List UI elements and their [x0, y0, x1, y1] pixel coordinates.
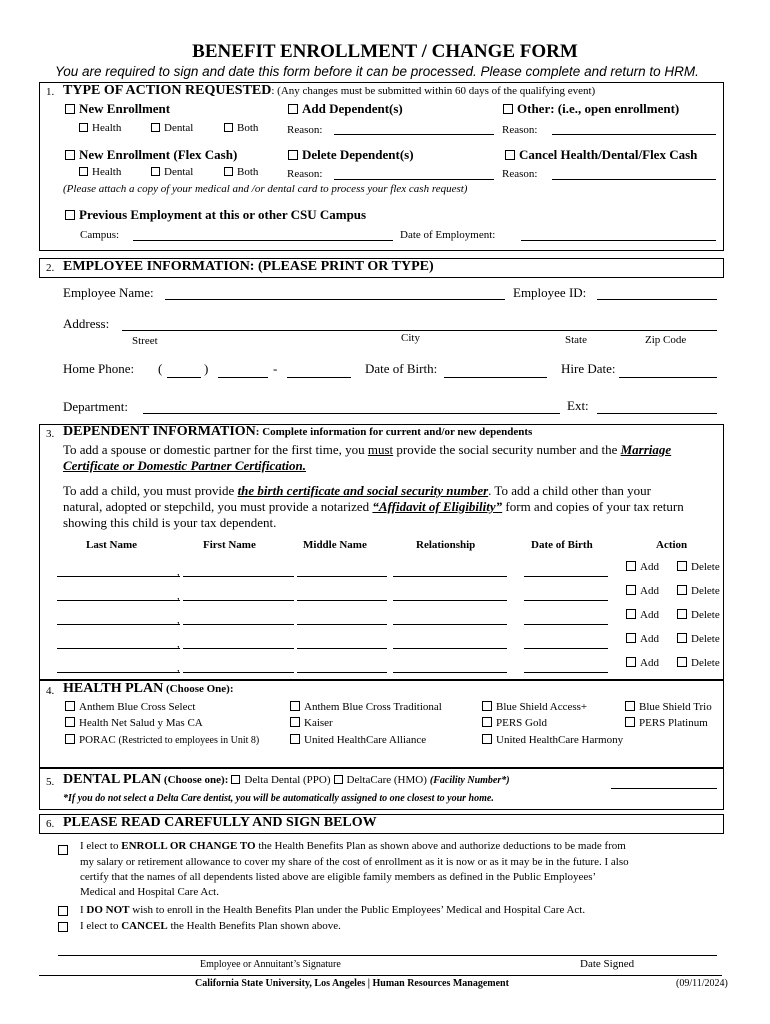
dep-delete-checkbox[interactable] — [677, 585, 687, 595]
plan-checkbox[interactable] — [625, 701, 635, 711]
health-checkbox[interactable] — [79, 123, 88, 132]
new-enrollment-checkbox[interactable] — [65, 104, 75, 114]
delete-dependent-label: Delete Dependent(s) — [302, 147, 414, 162]
signature-field[interactable] — [58, 955, 717, 956]
facility-number-label: (Facility Number*) — [429, 775, 510, 786]
plan-label: PORAC — [79, 734, 116, 746]
cancel-reason-label: Reason: — [502, 168, 538, 180]
dep-delete-label: Delete — [691, 633, 720, 645]
plan-anthem-traditional[interactable] — [290, 701, 442, 713]
flex-dental-checkbox[interactable] — [151, 167, 160, 176]
dental-checkbox[interactable] — [151, 123, 160, 132]
child-text-2: . To add a child other than your — [488, 483, 651, 498]
plan-checkbox[interactable] — [290, 734, 300, 744]
other-option[interactable] — [503, 101, 679, 117]
plan-checkbox[interactable] — [65, 701, 75, 711]
plan-label: Anthem Blue Cross Traditional — [304, 701, 442, 713]
dep-relationship-field[interactable] — [393, 648, 507, 649]
employee-name-field[interactable] — [165, 299, 505, 300]
deltacare-checkbox[interactable] — [334, 775, 343, 784]
dep-relationship-field[interactable] — [393, 672, 507, 673]
date-of-employment-label: Date of Employment: — [400, 229, 496, 241]
footer-organization: California State University, Los Angeles | Human Resources Management — [195, 978, 509, 989]
dep-add-label: Add — [640, 609, 659, 621]
dep-delete-option[interactable] — [677, 561, 720, 573]
dep-relationship-field[interactable] — [393, 600, 507, 601]
health-label: Health — [92, 122, 122, 134]
dep-delete-option[interactable] — [677, 633, 720, 645]
delta-ppo-label: Delta Dental (PPO) — [244, 774, 331, 786]
dep-comma: , — [177, 566, 180, 578]
plan-health-net[interactable] — [65, 717, 203, 729]
date-of-employment-field[interactable] — [521, 240, 716, 241]
cancel-emphasis: CANCEL — [121, 920, 168, 932]
section-3-title: DEPENDENT INFORMATION — [63, 424, 256, 439]
dental-note: *If you do not select a Delta Care dentist, you will be automatically assigned to one closest to your home. — [63, 793, 494, 804]
dep-add-option[interactable] — [626, 633, 659, 645]
dep-delete-checkbox[interactable] — [677, 657, 687, 667]
add-dependent-option[interactable] — [288, 101, 403, 117]
delta-ppo-option[interactable] — [231, 774, 330, 786]
previous-employment-label: Previous Employment at this or other CSU Campus — [79, 207, 367, 222]
plan-pers-gold[interactable] — [482, 717, 547, 729]
dep-relationship-field[interactable] — [393, 624, 507, 625]
other-reason-field[interactable] — [552, 134, 716, 135]
dep-delete-checkbox[interactable] — [677, 609, 687, 619]
address-label: Address: — [63, 316, 110, 331]
previous-employment-checkbox[interactable] — [65, 210, 75, 220]
section-3-heading — [63, 424, 532, 440]
enroll-checkbox[interactable] — [58, 843, 68, 858]
dep-dob-field[interactable] — [524, 648, 608, 649]
dep-delete-label: Delete — [691, 585, 720, 597]
employee-id-label: Employee ID: — [513, 285, 587, 300]
phone-paren-open: ( — [158, 361, 163, 376]
dep-add-checkbox[interactable] — [626, 561, 636, 571]
dep-add-checkbox[interactable] — [626, 633, 636, 643]
col-date-of-birth: Date of Birth — [531, 539, 593, 551]
dep-add-label: Add — [640, 561, 659, 573]
dep-add-option[interactable] — [626, 609, 659, 621]
add-dependent-checkbox[interactable] — [288, 104, 298, 114]
dep-delete-checkbox[interactable] — [677, 561, 687, 571]
plan-checkbox[interactable] — [482, 734, 492, 744]
dep-dob-field[interactable] — [524, 600, 608, 601]
cancel-plan-checkbox[interactable] — [58, 920, 68, 935]
plan-checkbox[interactable] — [65, 734, 75, 744]
other-checkbox[interactable] — [503, 104, 513, 114]
do-not-enroll-checkbox[interactable] — [58, 904, 68, 919]
both-label: Both — [237, 122, 259, 134]
child-text-4: form and copies of your tax return — [502, 499, 684, 514]
dep-delete-option[interactable] — [677, 585, 720, 597]
child-instructions-line-2 — [63, 499, 684, 515]
campus-label: Campus: — [80, 229, 120, 241]
section-6-number: 6. — [46, 818, 55, 830]
dep-first-name-field[interactable] — [183, 624, 294, 625]
plan-checkbox[interactable] — [290, 701, 300, 711]
dep-last-name-field[interactable] — [57, 576, 180, 577]
phone-line-field[interactable] — [287, 377, 351, 378]
dep-dob-field[interactable] — [524, 672, 608, 673]
child-birth-cert: the birth certificate and social security number — [237, 483, 489, 498]
section-4-note: (Choose One): — [163, 683, 234, 695]
phone-paren-close: ) — [204, 361, 209, 376]
plan-label: Anthem Blue Cross Select — [79, 701, 196, 713]
dep-first-name-field[interactable] — [183, 600, 294, 601]
section-3-number: 3. — [46, 428, 55, 440]
dob-label: Date of Birth: — [365, 361, 438, 376]
zip-caption: Zip Code — [645, 334, 687, 346]
footer-revision-date: (09/11/2024) — [676, 978, 728, 989]
dep-middle-name-field[interactable] — [297, 624, 387, 625]
dep-middle-name-field[interactable] — [297, 600, 387, 601]
deltacare-label: DeltaCare (HMO) — [346, 774, 427, 786]
col-last-name: Last Name — [86, 539, 138, 551]
new-enrollment-option[interactable] — [65, 101, 170, 117]
child-affidavit: “Affidavit of Eligibility” — [372, 499, 503, 514]
delete-dependent-option[interactable] — [288, 147, 414, 163]
plan-porac[interactable] — [65, 734, 259, 746]
section-5-number: 5. — [46, 776, 55, 788]
plan-checkbox[interactable] — [625, 717, 635, 727]
dep-dob-field[interactable] — [524, 576, 608, 577]
plan-label: Blue Shield Trio — [639, 701, 712, 713]
enroll-statement-line-2: my salary or retirement allowance to cover my share of the cost of enrollment as it is now or as it may be in the future. I also — [80, 856, 629, 868]
spouse-marriage: Marriage — [620, 442, 672, 457]
flex-health[interactable] — [79, 166, 121, 178]
dep-add-checkbox[interactable] — [626, 609, 636, 619]
campus-field[interactable] — [133, 240, 393, 241]
section-4-number: 4. — [46, 685, 55, 697]
cancel-label: Cancel Health/Dental/Flex Cash — [519, 147, 698, 162]
plan-label: United HealthCare Alliance — [304, 734, 427, 746]
enroll-statement-line-3: certify that the names of all dependents listed above are eligible family members as defined in the Public Employees’ — [80, 871, 597, 883]
new-enrollment-both[interactable] — [224, 122, 258, 134]
section-4-title: HEALTH PLAN — [63, 681, 164, 696]
address-field[interactable] — [122, 330, 717, 331]
dob-field[interactable] — [444, 377, 547, 378]
col-middle-name: Middle Name — [303, 539, 367, 551]
section-1-heading — [63, 83, 595, 99]
cancel-option[interactable] — [505, 147, 697, 163]
do-not-emphasis: DO NOT — [86, 904, 130, 916]
section-2-title: EMPLOYEE INFORMATION: (PLEASE PRINT OR TYPE) — [63, 259, 434, 274]
facility-number-field[interactable] — [611, 788, 717, 789]
dep-last-name-field[interactable] — [57, 672, 180, 673]
dep-add-option[interactable] — [626, 657, 659, 669]
cancel-checkbox[interactable] — [505, 150, 515, 160]
col-relationship: Relationship — [416, 539, 476, 551]
other-reason-label: Reason: — [502, 124, 538, 136]
do-not-enroll-statement — [80, 904, 585, 916]
dep-dob-field[interactable] — [524, 624, 608, 625]
col-action: Action — [656, 539, 688, 551]
child-instructions-line-1 — [63, 483, 651, 499]
child-instructions-line-3: showing this child is your tax dependent. — [63, 515, 277, 530]
state-caption: State — [565, 334, 587, 346]
add-dependent-reason-label: Reason: — [287, 124, 323, 136]
add-dependent-label: Add Dependent(s) — [302, 101, 403, 116]
ext-label: Ext: — [567, 398, 589, 413]
col-first-name: First Name — [203, 539, 256, 551]
flex-cash-note: (Please attach a copy of your medical and /or dental card to process your flex cash request) — [63, 183, 468, 195]
deltacare-option[interactable] — [334, 774, 427, 786]
dep-last-name-field[interactable] — [57, 624, 180, 625]
dep-add-checkbox[interactable] — [626, 585, 636, 595]
form-title: BENEFIT ENROLLMENT / CHANGE FORM — [192, 41, 578, 62]
dep-middle-name-field[interactable] — [297, 576, 387, 577]
hire-date-label: Hire Date: — [561, 361, 616, 376]
new-enrollment-health[interactable] — [79, 122, 121, 134]
flex-dental-label: Dental — [164, 166, 194, 178]
phone-prefix-field[interactable] — [218, 377, 268, 378]
dep-comma: , — [177, 662, 180, 674]
cancel-text-1: I elect to — [80, 920, 122, 932]
plan-label: Blue Shield Access+ — [496, 701, 588, 713]
dep-add-label: Add — [640, 585, 659, 597]
dep-first-name-field[interactable] — [183, 648, 294, 649]
section-2-number: 2. — [46, 262, 55, 274]
plan-kaiser[interactable] — [290, 717, 333, 729]
employee-name-label: Employee Name: — [63, 285, 154, 300]
dep-add-option[interactable] — [626, 561, 659, 573]
dep-add-label: Add — [640, 633, 659, 645]
child-text-1: To add a child, you must provide — [63, 483, 238, 498]
both-checkbox[interactable] — [224, 123, 233, 132]
phone-dash: - — [273, 361, 278, 376]
add-dependent-reason-field[interactable] — [334, 134, 494, 135]
plan-checkbox[interactable] — [482, 717, 492, 727]
street-caption: Street — [132, 335, 158, 347]
cancel-text-2: the Health Benefits Plan shown above. — [167, 920, 341, 932]
form-subtitle: You are required to sign and date this form before it can be processed. Please complete and return to HRM. — [55, 64, 699, 79]
plan-uhc-alliance[interactable] — [290, 734, 426, 746]
flex-health-checkbox[interactable] — [79, 167, 88, 176]
flex-both-checkbox[interactable] — [224, 167, 233, 176]
plan-anthem-select[interactable] — [65, 701, 195, 713]
plan-blue-shield-trio[interactable] — [625, 701, 712, 713]
dep-middle-name-field[interactable] — [297, 648, 387, 649]
dental-label: Dental — [164, 122, 194, 134]
section-3-note: : Complete information for current and/or new dependents — [255, 426, 533, 438]
section-4-heading — [63, 681, 234, 697]
dep-add-label: Add — [640, 657, 659, 669]
new-enrollment-flex-checkbox[interactable] — [65, 150, 75, 160]
plan-checkbox[interactable] — [65, 717, 75, 727]
dep-delete-label: Delete — [691, 609, 720, 621]
section-5-note: (Choose one): — [161, 774, 229, 786]
flex-health-label: Health — [92, 166, 122, 178]
plan-label: United HealthCare Harmony — [496, 734, 624, 746]
enroll-text-2: the Health Benefits Plan as shown above and authorize deductions to be made from — [255, 840, 626, 852]
dep-delete-option[interactable] — [677, 657, 720, 669]
phone-area-code-field[interactable] — [167, 377, 201, 378]
dep-last-name-field[interactable] — [57, 648, 180, 649]
plan-uhc-harmony[interactable] — [482, 734, 623, 746]
new-enrollment-dental[interactable] — [151, 122, 193, 134]
section-5-title: DENTAL PLAN — [63, 772, 162, 787]
dep-last-name-field[interactable] — [57, 600, 180, 601]
hire-date-field[interactable] — [619, 377, 717, 378]
enroll-statement-line-4: Medical and Hospital Care Act. — [80, 886, 219, 898]
section-1-title: TYPE OF ACTION REQUESTED — [63, 83, 272, 98]
cancel-reason-field[interactable] — [552, 179, 716, 180]
ext-field[interactable] — [597, 413, 717, 414]
plan-blue-shield-access[interactable] — [482, 701, 587, 713]
home-phone-label: Home Phone: — [63, 361, 135, 376]
city-caption: City — [401, 332, 420, 344]
dep-delete-label: Delete — [691, 657, 720, 669]
section-5-heading — [63, 772, 510, 788]
delta-ppo-checkbox[interactable] — [231, 775, 240, 784]
section-6-title: PLEASE READ CAREFULLY AND SIGN BELOW — [63, 815, 377, 830]
enroll-text-1: I elect to — [80, 840, 122, 852]
new-enrollment-flex-option[interactable] — [65, 147, 237, 163]
plan-pers-platinum[interactable] — [625, 717, 708, 729]
department-label: Department: — [63, 399, 128, 414]
porac-note: (Restricted to employees in Unit 8) — [118, 735, 260, 746]
spouse-instructions — [63, 442, 671, 458]
plan-checkbox[interactable] — [290, 717, 300, 727]
spouse-text-2: provide the social security number and the — [393, 442, 621, 457]
spouse-text-1: To add a spouse or domestic partner for the first time, you — [63, 442, 368, 457]
plan-checkbox[interactable] — [482, 701, 492, 711]
previous-employment-option[interactable] — [65, 207, 366, 223]
delete-dependent-reason-field[interactable] — [334, 179, 494, 180]
spouse-must: must — [367, 442, 394, 457]
plan-label: Kaiser — [304, 717, 333, 729]
employee-id-field[interactable] — [597, 299, 717, 300]
dep-delete-label: Delete — [691, 561, 720, 573]
flex-both[interactable] — [224, 166, 258, 178]
dep-add-checkbox[interactable] — [626, 657, 636, 667]
enroll-statement-line-1 — [80, 840, 626, 852]
dep-comma: , — [177, 638, 180, 650]
cancel-statement — [80, 920, 341, 932]
section-1-note: : (Any changes must be submitted within 60 days of the qualifying event) — [271, 85, 596, 97]
delete-dependent-checkbox[interactable] — [288, 150, 298, 160]
flex-dental[interactable] — [151, 166, 193, 178]
section-1-number: 1. — [46, 86, 55, 98]
dep-delete-checkbox[interactable] — [677, 633, 687, 643]
new-enrollment-label: New Enrollment — [79, 101, 171, 116]
plan-label: PERS Gold — [496, 717, 548, 729]
dep-delete-option[interactable] — [677, 609, 720, 621]
flex-both-label: Both — [237, 166, 259, 178]
dep-relationship-field[interactable] — [393, 576, 507, 577]
delete-dependent-reason-label: Reason: — [287, 168, 323, 180]
do-not-text-1: I — [80, 904, 87, 916]
dep-middle-name-field[interactable] — [297, 672, 387, 673]
signature-label: Employee or Annuitant’s Signature — [200, 959, 341, 970]
dep-first-name-field[interactable] — [183, 672, 294, 673]
department-field[interactable] — [143, 413, 560, 414]
dep-first-name-field[interactable] — [183, 576, 294, 577]
plan-label: PERS Platinum — [639, 717, 708, 729]
other-label: Other: (i.e., open enrollment) — [517, 101, 680, 116]
date-signed-label: Date Signed — [580, 958, 635, 970]
footer-rule — [39, 975, 722, 976]
plan-label: Health Net Salud y Mas CA — [79, 717, 203, 729]
new-enrollment-flex-label: New Enrollment (Flex Cash) — [79, 147, 238, 162]
enroll-emphasis: ENROLL OR CHANGE TO — [121, 840, 256, 852]
dep-comma: , — [177, 590, 180, 602]
dep-add-option[interactable] — [626, 585, 659, 597]
child-text-3: natural, adopted or stepchild, you must provide a notarized — [63, 499, 373, 514]
do-not-text-2: wish to enroll in the Health Benefits Plan under the Public Employees’ Medical and Hospital Care Act. — [129, 904, 586, 916]
spouse-certificate: Certificate or Domestic Partner Certification. — [63, 458, 307, 473]
dep-comma: , — [177, 614, 180, 626]
